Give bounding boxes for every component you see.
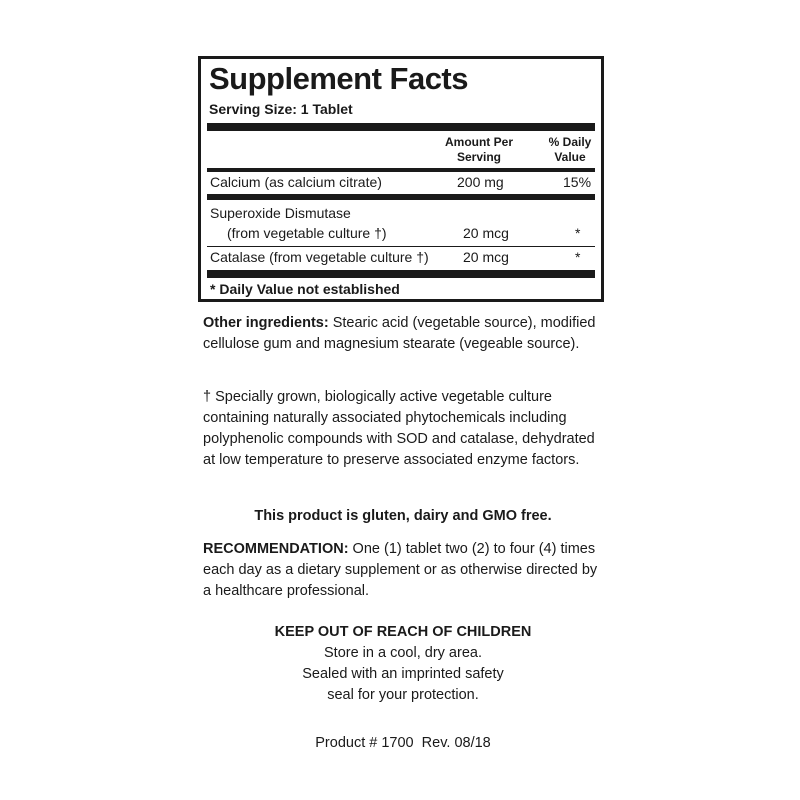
facts-title: Supplement Facts xyxy=(209,61,468,96)
calcium-daily-value: 15% xyxy=(563,174,592,190)
warning-heading: KEEP OUT OF REACH OF CHILDREN xyxy=(274,624,532,640)
calcium-name: Calcium (as calcium citrate) xyxy=(210,174,382,190)
other-ingredients-label: Other ingredients: xyxy=(203,315,329,331)
product-info: Product # 1700 Rev. 08/18 xyxy=(315,735,491,751)
catalase-amount: 20 mcg xyxy=(463,249,509,265)
other-ingredients-text: Stearic acid (vegetable source), modified cellulose gum and magnesium stearate (vegeable source). xyxy=(203,315,596,352)
dagger-note: † Specially grown, biologically active vegetable culture containing naturally associated phytochemicals including polyphenolic compounds with SOD and catalase, dehydrated at low temperature to preserve associated enzyme factors. xyxy=(203,389,595,468)
daily-value-header: % Daily Value xyxy=(548,135,592,164)
recommendation-label: RECOMMENDATION: xyxy=(203,541,349,557)
sod-name-line1: Superoxide Dismutase xyxy=(210,205,351,221)
free-statement: This product is gluten, dairy and GMO free. xyxy=(254,508,552,524)
catalase-daily-value: * xyxy=(575,249,581,265)
warning-block xyxy=(200,622,606,706)
catalase-name: Catalase (from vegetable culture †) xyxy=(210,249,429,265)
header-bar xyxy=(207,168,595,172)
recommendation xyxy=(203,539,603,602)
bottom-thick-bar xyxy=(207,270,595,278)
serving-size: Serving Size: 1 Tablet xyxy=(209,101,353,117)
sod-daily-value: * xyxy=(575,225,581,241)
daily-value-footnote: * Daily Value not established xyxy=(210,281,400,297)
other-ingredients xyxy=(203,313,603,355)
amount-per-serving-header: Amount Per Serving xyxy=(444,135,513,164)
seal-line-1: Sealed with an imprinted safety xyxy=(302,666,504,682)
recommendation-text: One (1) tablet two (2) to four (4) times each day as a dietary supplement or as otherwise directed by a healthcare professional. xyxy=(203,541,598,599)
calcium-amount: 200 mg xyxy=(457,174,504,190)
supplement-facts-panel xyxy=(198,56,604,302)
sod-name-line2: (from vegetable culture †) xyxy=(227,225,387,241)
top-thick-bar xyxy=(207,123,595,131)
calcium-bar xyxy=(207,194,595,200)
sod-rule xyxy=(207,246,595,247)
sod-amount: 20 mcg xyxy=(463,225,509,241)
storage-line: Store in a cool, dry area. xyxy=(324,645,482,661)
seal-line-2: seal for your protection. xyxy=(327,687,479,703)
